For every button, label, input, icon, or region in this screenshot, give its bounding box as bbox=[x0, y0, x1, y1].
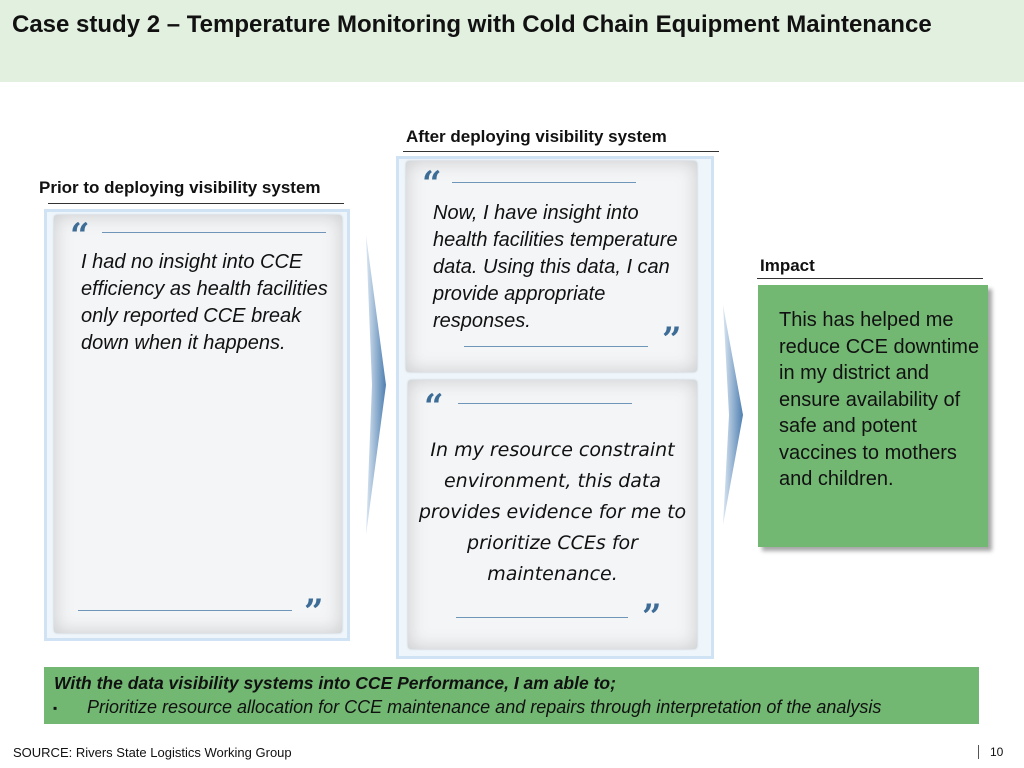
prior-quote-card bbox=[54, 215, 342, 633]
open-quote-icon: “ bbox=[424, 387, 444, 427]
quote-rule-bottom bbox=[464, 346, 648, 347]
close-quote-icon: ” bbox=[642, 597, 662, 637]
after-quote-1-text: Now, I have insight into health facilities temperature data. Using this data, I can provide appropriate responses. bbox=[433, 202, 678, 332]
close-quote-icon: ” bbox=[304, 592, 324, 632]
quote-rule-bottom bbox=[78, 610, 292, 611]
quote-rule-top bbox=[102, 232, 326, 233]
quote-rule-top bbox=[452, 182, 636, 183]
page-title: Case study 2 – Temperature Monitoring with Cold Chain Equipment Maintenance bbox=[12, 11, 932, 38]
impact-header-underline bbox=[757, 278, 983, 279]
open-quote-icon: “ bbox=[70, 216, 90, 256]
impact-box bbox=[758, 285, 988, 547]
after-quote-2-text: In my resource constraint environment, this data provides evidence for me to prioritize CCEs for maintenance. bbox=[418, 439, 687, 585]
after-header-underline bbox=[403, 151, 719, 152]
prior-quote-text: I had no insight into CCE efficiency as health facilities only reported CCE break down when it happens. bbox=[81, 251, 328, 354]
page-number: 10 bbox=[990, 745, 1004, 759]
summary-item: Prioritize resource allocation for CCE maintenance and repairs through interpretation of the analysis bbox=[87, 697, 882, 717]
close-quote-icon: ” bbox=[662, 320, 682, 360]
after-quote-card-1 bbox=[406, 161, 697, 372]
quote-rule-top bbox=[458, 403, 632, 404]
impact-text: This has helped me reduce CCE downtime in my district and ensure availability of safe and potent vaccines to mothers and children. bbox=[779, 309, 980, 490]
arrow-right-icon bbox=[721, 305, 745, 525]
quote-rule-bottom bbox=[456, 617, 628, 618]
prior-header: Prior to deploying visibility system bbox=[39, 178, 321, 197]
open-quote-icon: “ bbox=[422, 164, 442, 204]
page-number-divider bbox=[978, 745, 979, 759]
title-band bbox=[0, 0, 1024, 82]
source-note: SOURCE: Rivers State Logistics Working Group bbox=[13, 745, 292, 760]
prior-header-underline bbox=[48, 203, 344, 204]
after-header: After deploying visibility system bbox=[406, 127, 667, 146]
impact-header: Impact bbox=[760, 256, 815, 275]
summary-box bbox=[44, 667, 979, 724]
after-quote-card-2 bbox=[408, 380, 697, 649]
arrow-right-icon bbox=[364, 235, 388, 535]
bullet-icon: ▪ bbox=[53, 701, 58, 715]
summary-title: With the data visibility systems into CCE Performance, I am able to; bbox=[54, 673, 616, 693]
